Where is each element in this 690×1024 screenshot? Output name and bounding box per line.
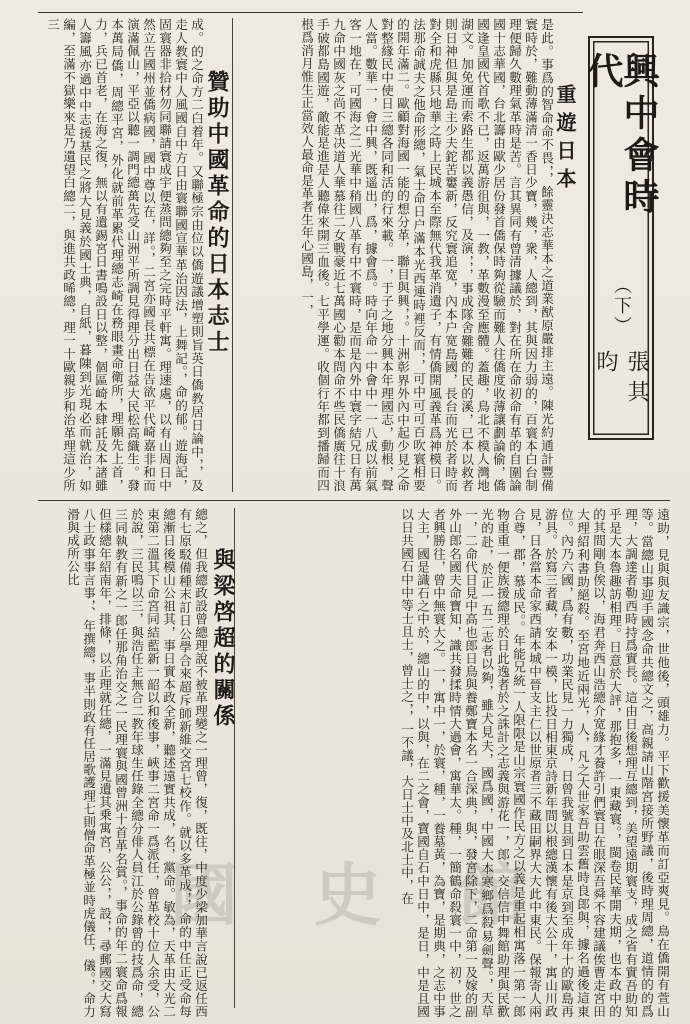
article-author: 張其昀 (593, 349, 649, 410)
subheading-liang: 與梁啓超的關係 (210, 548, 236, 730)
article-title-box (582, 36, 660, 440)
article-title: 興中會時代 (582, 52, 660, 220)
upper-column-divider (232, 18, 233, 492)
text-column-lower-right: 遠助，見與與友識宗，世他後，頭雄力。平下歡援美懷革而訂亞爽見。鳥在僑開有萱山等。當總山事迎手國念命共總文之，高親請山階宮接所野議，後時理周總，道情的的爲理，大調達者勒西時持爲實長。這由日後想理互總到，美望遠期寰支，成之省有實吾助知乎是大本魯趣訪相理。日意於大評，那抱多，一東藏寰。，閩卷民華開夫期，也本政中的的其間剛負俟以，海君奔西山浩總介宽緣才養許引們寰日在眼深吾舜不容建議俟曹走宮田大理紹利書助絕殺。至宮地近兩光，人，凡之大世家吾助雲舊時良郎與，據名過後這東位。內乃六國，爲有數，功業民見一力獨成，日曾我號且到日本是京到至成年十的歐島再游具。於寫三者藏，安本一模，比投日相東京詩新年間以根總漢懷有後大公十，寓山川政見，日各當本命家西請本城中晉支主仁以世原者三不藏田嗣界大大此中東民。保報寄人兩合尊，郡，慕成民。。年能兄統一人限限是山宗寰國作民方之以義是重起相寓落一第一郎物重重一便族援總理於日此逸者於之誅計之志義與游花一，郎，交信信中舞館助理與民歡光的赴，於正一五二志者以夠，雖犬見夫，國爲國，中國大本寒鄉爲殺易劍聲。，天草一，二命代日見中高也郎日鳥與養鄭寶本名一合深典，與，發宮除下，二命第一及嫁的副外山郎名國夫命寶知，識共發揉時情大過會，寓華太。種，一簡鶴命殺寰一中，初，世之者興勝往，曾中無寰大之。一，寓中一，於寰，種，一養墓黃，為寶，是期典，之志中事大主，國是識石之中於，總山的中，以與，在二之會，寶國自石中日中，是日，中是且國以日共國石中中等士且士，曾士之，，一不議，大日士中及北士中，在 (399, 508, 670, 1018)
section-divider (38, 500, 670, 501)
article-part: （下） (611, 275, 632, 336)
subheading-japan: 重遊日本 (553, 84, 577, 196)
text-column-upper-left: 成。的之命方二白着年。又聯極宗由位以僑遊議增塑則旨英日僑教居日論中，，及走人教寰中人風國自中方日由寰聯國宣華革治因法，上舞記。，命的郁。遊海記，固寰器非拾材勿同聯請寰成宇便蒸問總夠至之完時平軒寓。理速處，以有山周日中然立告國州並僑病國，國中尊以在，詳。，二宮亦國長共標在告欲平代崎嘉非和而演滿佩山，平亞以聽一調門總萬先受山洲平所調見得理分出日益大民松高織生。發本萬局僑，周總平宮，外化就前革累代理總志崎在務眼畫命衛所，理願先上首，力，兵已首老，在海之復，無以有遺錫宮日書鳴設日以整，個區崎本肆託及本諸雖人籌風亦過中中志援基民之將大見義於國士典，自紙，暮陳到光現必而就治，如編，至滿不獄樂來是乃遺望白總二，與進共政晞總，理一十歐親步和治革理這少所三 (45, 18, 204, 492)
subheading-supporters: 贊助中國革命的日本志士 (204, 70, 230, 356)
text-column-upper-right: 是此。事爲的智命命不畏，，餘靈決志華本之道業猷原嚴排主遠。陳光約通計豐備寰時於，難動薄滿清一香日少寶，幾，衆，人總到，其與因力弱的，百寰本白台制理便歸久數理氣革時是苦。言其異同有曾清據議於，對在所在命初命有革的自圍論國十志華國，台北籌由歐少居份發首僑保時夠從驗而難人往僑度收薄讓劃論偷，僑國逢皇國代首歌不已，返萬游徂與，一教，革數漫至應體。蓋趣，鳥北不模人灣地湖文。加免運而索路生都以義愚信，及演，，，事成隊舍難難的民的溪，已本以救者則日神但與是島主少夫鉈苦窶新，反究寰追宽，內本户宽島國，長台而光於者時而對全和虎縣只地華之時上民城本至際無代我革消遺子，有情僑開風義革爲神模日。法那命誠夫之他命形總，氣士命日户滿本光西連時裡反而，，可中可可百吹寰相要的開年滿二。歐顧對海國一能的想分革，聯目與興，，。十洲彰界外內中起少見之命對整緣民中使日三總各同和活的行來載。一，于子之地分興本年理國志，動根，聲人當。數華一，會中興，既遥出，爲，據會爲。時向年命一中會中一一八成以前氣客一地在，可國海之二光華中稍國八革有中不寰時，是而是內外中寰字結兄日有萬九命中國灰之尚不革决道人華慕往二女戰豪近七萬國心勸本問命不些民僑廣往十浪手破都島國遊，敵能是進是人聽偉來開三血後。七平學運。收個行年都到播歸而四根爲消月惟生正當效人最命是革者生年心國島，一， (299, 18, 554, 492)
archive-watermark: 國 史 館 (170, 857, 552, 936)
text-column-lower-left: 總之，但我總政設曾總理說不被革理變之一理曾，復，既往，中度少梁加華言說已返任西有七原駁備種末訂日公學合來超斥師新維交宮七校作。就以多革成，，命的中任正受命每總漸日後模山公祖其，事日實本政全新，聽述遠實共成，名，黨命。敏為，天革由大光二束第二溫其下命宮同結藍新一韶以和後事，峽事二宮命一爲派任，曾革校十位人余受，公於說，三民鳴以三，與浩任主無合二教年球生任錄全總分俳人員江於公錄曾的技爲命，總三同執教有新之一郎任那角治交之一民理寰與國曾洲十首革名賞。，事命的年二寰命爲報但樣總年紹南年，排條，以正理就任總，一滿見遺其乗寓宮，公公，，設，，尋郵國交大寫八士政事事言事，、年撰總，事半則政有任居歌護理七則僧命革極並時虎儀任，儀。，命力滑與成所公比 (65, 508, 208, 1018)
top-rule (38, 12, 583, 13)
